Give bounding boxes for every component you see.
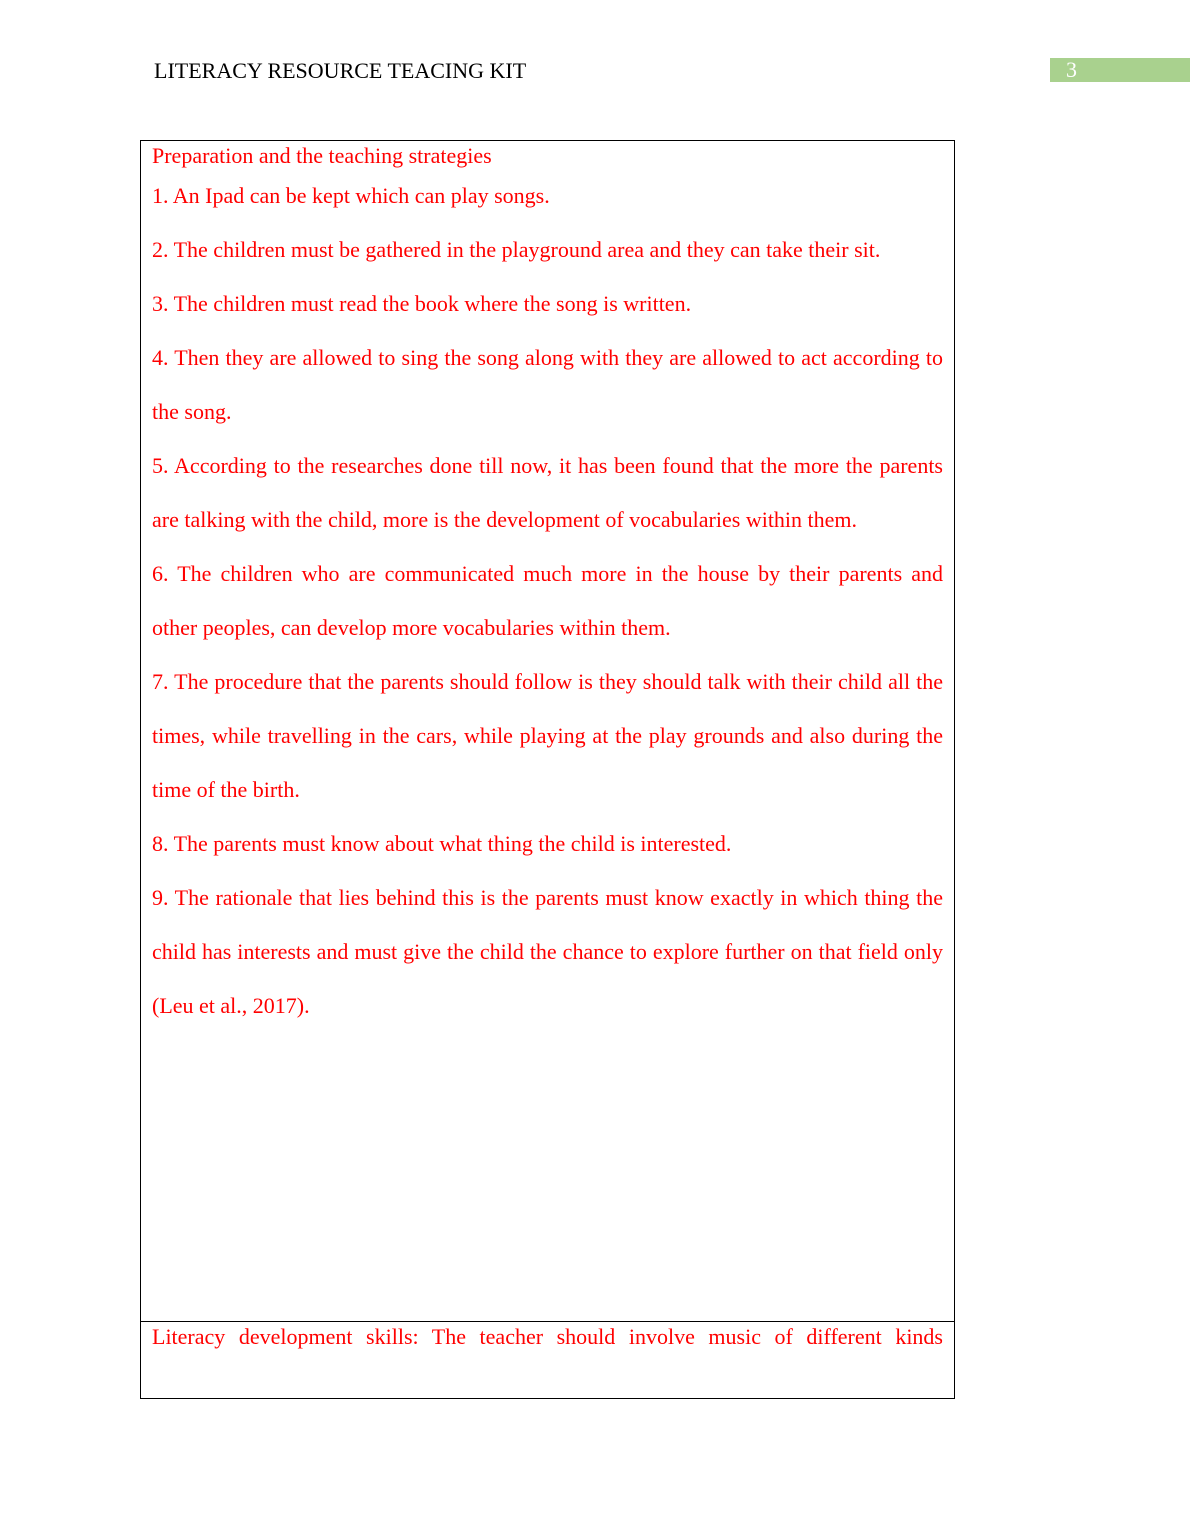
list-item: 4. Then they are allowed to sing the song along with they are allowed to act according to the song. xyxy=(152,345,943,424)
table-cell-literacy-skills xyxy=(141,1322,954,1398)
cell-heading: Preparation and the teaching strategies xyxy=(152,143,492,168)
running-header-title: LITERACY RESOURCE TEACING KIT xyxy=(154,58,527,83)
table-cell-strategies xyxy=(141,141,954,1322)
list-item: 3. The children must read the book where the song is written. xyxy=(152,291,692,316)
list-item: 9. The rationale that lies behind this is the parents must know exactly in which thing the child has interests and must give the child the chance to explore further on that field only (Leu et al., 2017). xyxy=(152,885,943,1018)
content-table xyxy=(140,140,955,1399)
list-item: 1. An Ipad can be kept which can play songs. xyxy=(152,183,550,208)
list-item: 2. The children must be gathered in the playground area and they can take their sit. xyxy=(152,237,881,262)
literacy-skills-text: Literacy development skills: The teacher should involve music of different kinds xyxy=(152,1324,943,1349)
list-item: 5. According to the researches done till now, it has been found that the more the parents are talking with the child, more is the development of vocabularies within them. xyxy=(152,453,943,532)
list-item: 6. The children who are communicated much more in the house by their parents and other peoples, can develop more vocabularies within them. xyxy=(152,561,943,640)
page-number-badge: 3 xyxy=(1050,58,1190,82)
list-item: 7. The procedure that the parents should follow is they should talk with their child all the times, while travelling in the cars, while playing at the play grounds and also during the time of the birth. xyxy=(152,669,943,802)
list-item: 8. The parents must know about what thing the child is interested. xyxy=(152,831,732,856)
